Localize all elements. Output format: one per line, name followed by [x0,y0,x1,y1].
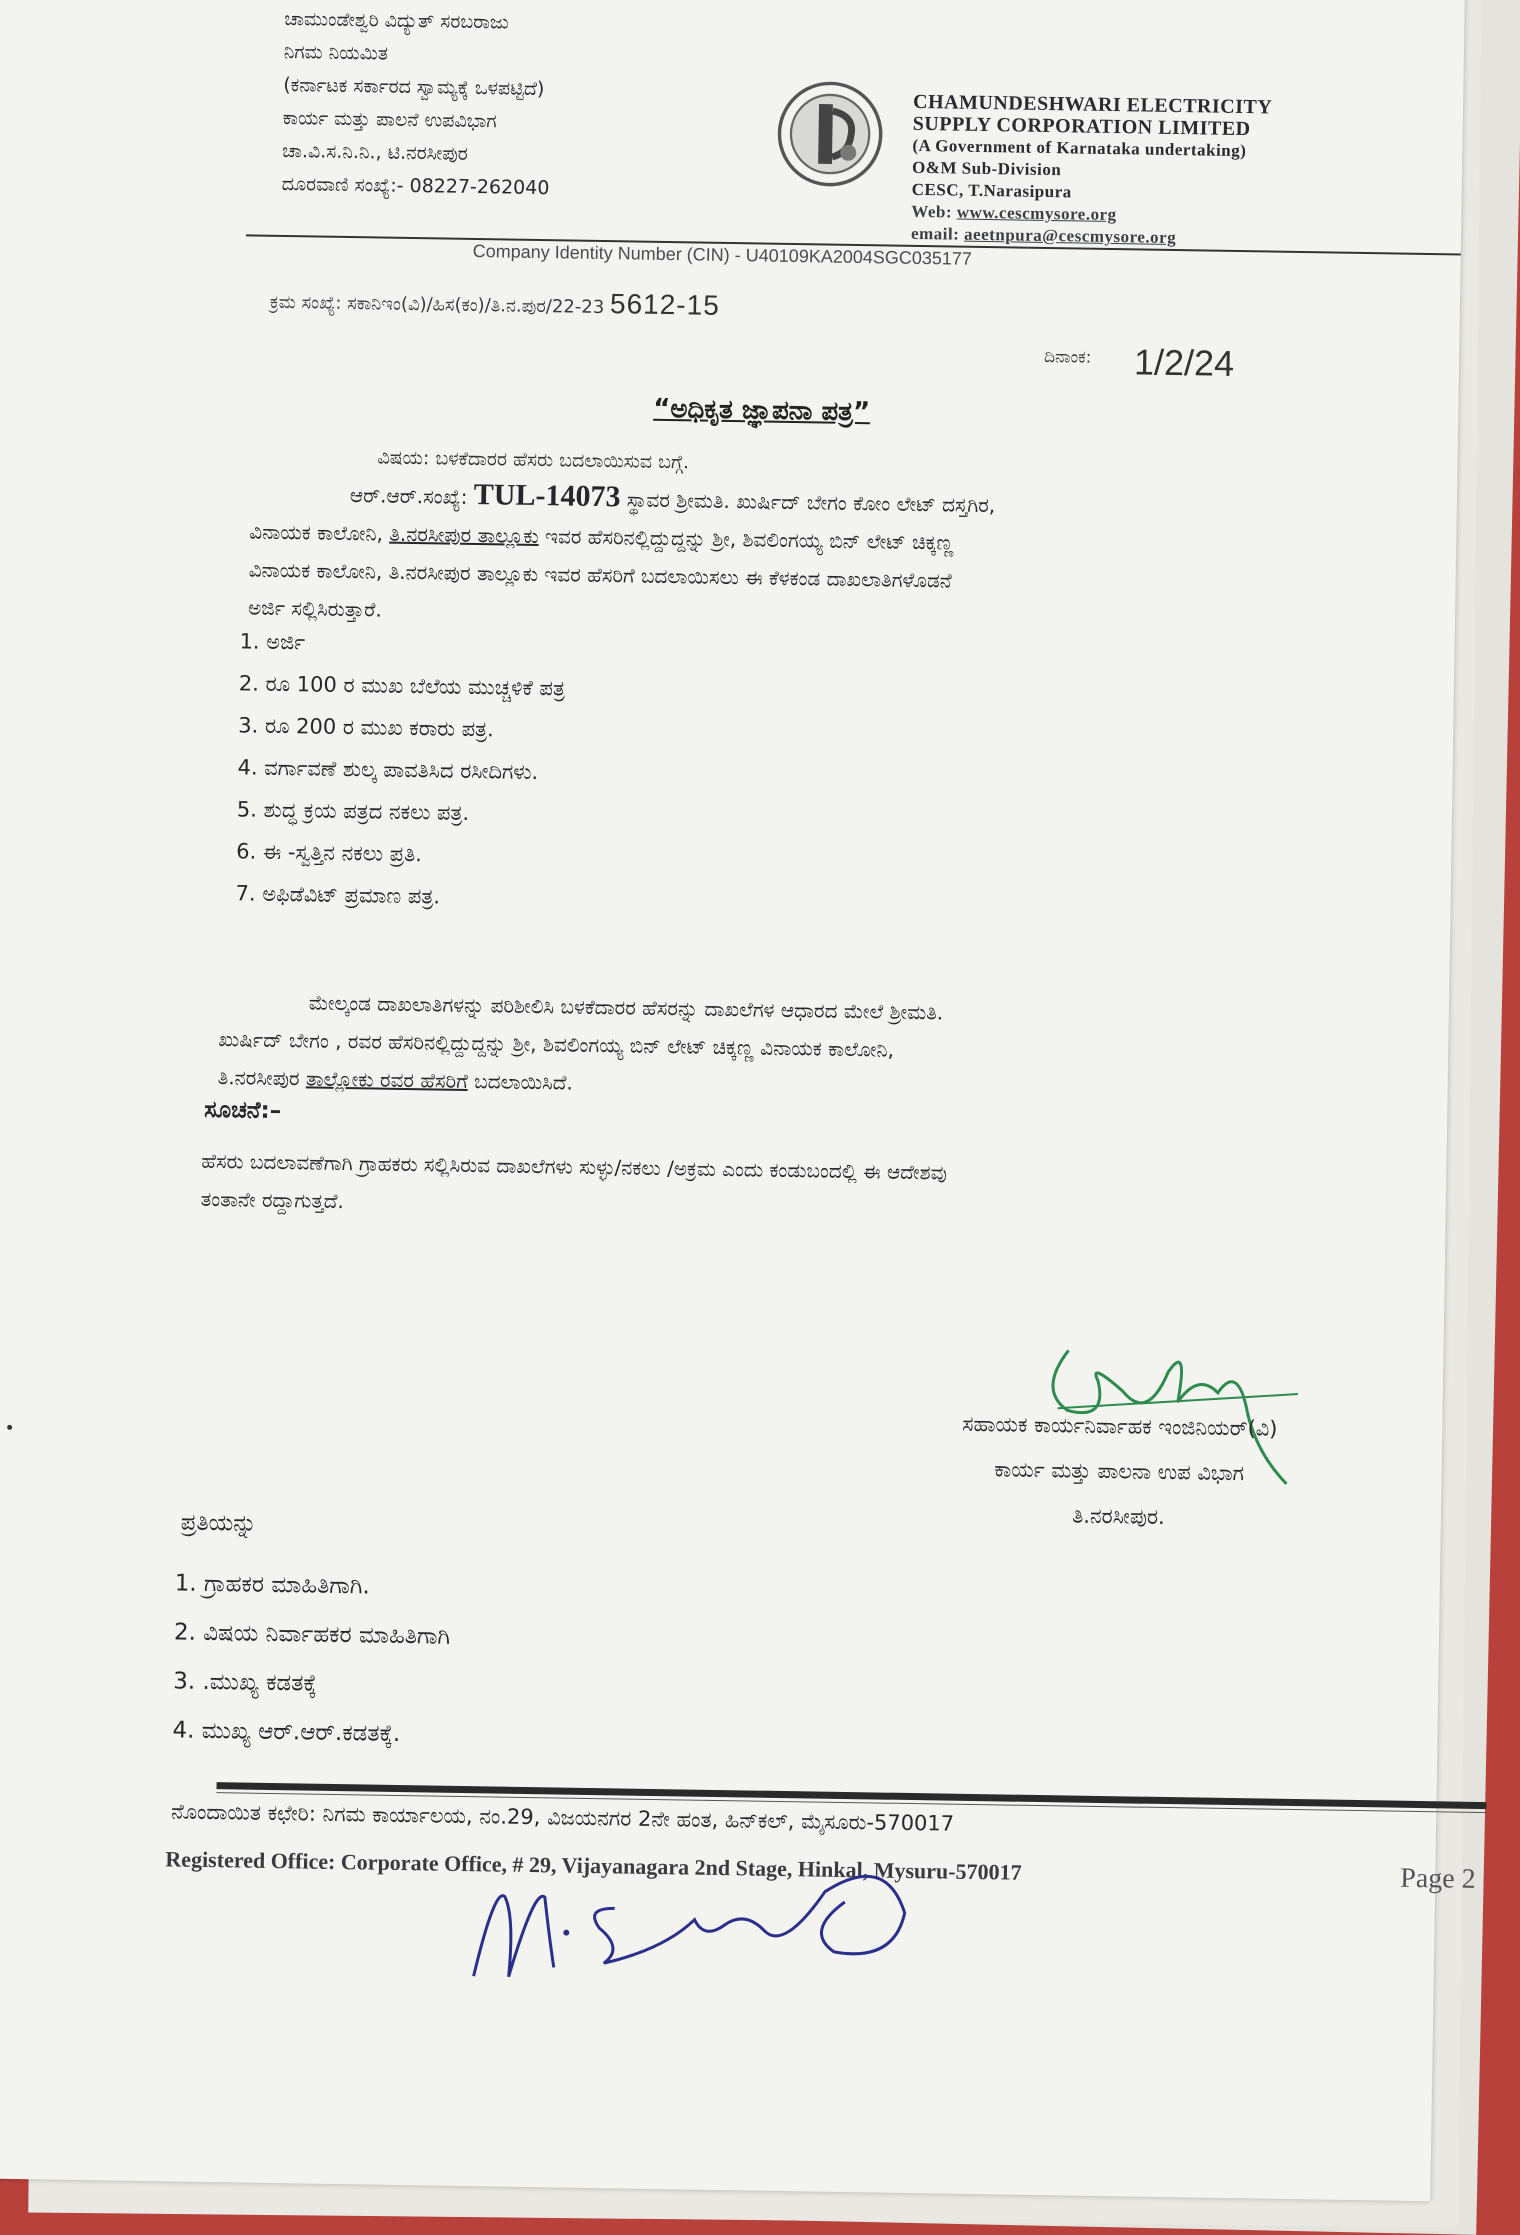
list-item: 4. ಮುಖ್ಯ ಆರ್.ಆರ್.ಕಡತಕ್ಕೆ. [172,1717,401,1747]
handwritten-reference: 5612-15 [609,288,721,321]
conclusion-underlined-text: ತಾಲ್ಲೋಕು ರವರ ಹೆಸರಿಗೆ [305,1066,468,1093]
signatory-line: ತಿ.ನರಸೀಪುರ. [1071,1503,1166,1529]
web-link[interactable]: www.cescmysore.org [956,202,1117,225]
subject-label: ವಿಷಯ: [377,446,430,470]
blue-signature [463,1826,935,1993]
company-subline: CESC, T.Narasipura [911,179,1072,202]
header-english [911,91,1273,251]
intro-line-text: ಸ್ಥಾವರ ಶ್ರೀಮತಿ. ಖುರ್ಷಿದ್ ಬೇಗಂ ಕೋಂ ಲೇಟ್ ದಸ್ತಗಿರ, [626,487,996,518]
list-item: 2. ವಿಷಯ ನಿರ್ವಾಹಕರ ಮಾಹಿತಿಗಾಗಿ [173,1619,451,1650]
conclusion-line-text: ತಿ.ನರಸೀಪುರ [217,1065,300,1091]
date-label: ದಿನಾಂಕ: [1043,346,1092,368]
header-kannada-line: (ಕರ್ನಾಟಕ ಸರ್ಕಾರದ ಸ್ವಾಮ್ಯಕ್ಕೆ ಒಳಪಟ್ಟಿದೆ) [283,73,545,101]
conclusion-line-text: ಬದಲಾಯಿಸಿದೆ. [473,1069,574,1095]
web-label: Web: [911,201,953,222]
header-kannada-line: ಚಾಮುಂಡೇಶ್ವರಿ ವಿದ್ಯುತ್ ಸರಬರಾಜು [284,7,509,34]
intro-line-text: ಇವರ ಹೆಸರಿನಲ್ಲಿದ್ದುದ್ದನ್ನು ಶ್ರೀ, ಶಿವಲಿಂಗಯ್ಯ ಬಿನ್ ಲೇಟ್ ಚಿಕ್ಕಣ್ಣ [544,524,954,555]
subject-text: ಬಳಕೆದಾರರ ಹೆಸರು ಬದಲಾಯಿಸುವ ಬಗ್ಗೆ. [435,447,690,474]
company-subline: (A Government of Karnataka undertaking) [912,135,1247,161]
email-link[interactable]: aeetnpura@cescmysore.org [963,224,1177,247]
intro-underlined-text: ತಿ.ನರಸೀಪುರ ತಾಲ್ಲೂಕು [389,521,539,549]
footer-english: Registered Office: Corporate Office, # 29, Vijayanagara 2nd Stage, Hinkal, Mysuru-570017 [165,1846,1022,1885]
footer-kannada: ನೊಂದಾಯಿತ ಕಛೇರಿ: ನಿಗಮ ಕಾರ್ಯಾಲಯ, ನಂ.29, ವಿಜಯನಗರ 2ನೇ ಹಂತ, ಹಿನ್‌ಕಲ್, ಮೈಸೂರು-570017 [170,1799,955,1836]
page-number: Page 2 [1400,1862,1476,1895]
copies-heading: ಪ್ರತಿಯನ್ನು [180,1509,257,1537]
note-line: ತಂತಾನೇ ರದ್ದಾಗುತ್ತದೆ. [200,1186,345,1214]
copies-list [172,1559,451,1759]
intro-line: ವಿನಾಯಕ ಕಾಲೋನಿ, ತಿ.ನರಸೀಪುರ ತಾಲ್ಲೂಕು ಇವರ ಹೆಸರಿಗೆ ಬದಲಾಯಿಸಲು ಈ ಕೆಳಕಂಡ ದಾಖಲಾತಿಗಳೊಡನೆ [248,557,952,593]
header-kannada-line: ಚಾ.ವಿ.ಸ.ನಿ.ನಿ., ಟಿ.ನರಸೀಪುರ [282,139,468,165]
company-subline: O&M Sub-Division [911,157,1062,180]
header-kannada-line: ದೂರವಾಣಿ ಸಂಖ್ಯೆ:- 08227-262040 [281,172,550,200]
email-label: email: [910,223,960,244]
reference-number: ಸಕಾನಿಇಂ(ವಿ)/ಹಿಸ(ಕಂ)/ತಿ.ನ.ಪುರ/22-23 [347,292,605,319]
company-name-line: SUPPLY CORPORATION LIMITED [912,112,1251,141]
list-item: 6. ಈ -ಸ್ವತ್ತಿನ ನಕಲು ಪ್ರತಿ. [236,839,423,867]
list-item: 5. ಶುದ್ಧ ಕ್ರಯ ಪತ್ರದ ನಕಲು ಪತ್ರ. [236,797,470,825]
documents-list [235,620,566,919]
note-heading: ಸೂಚನೆ:– [203,1096,282,1125]
cesc-logo-icon [772,76,889,193]
rr-label: ಆರ್.ಆರ್.ಸಂಖ್ಯೆ: [349,483,468,509]
company-name-line: CHAMUNDESHWARI ELECTRICITY [912,90,1273,119]
rr-number: TUL-14073 [473,478,621,514]
memo-title: “ಅಧಿಕೃತ ಜ್ಞಾಪನಾ ಪತ್ರ” [653,393,871,428]
ink-dot [7,1425,12,1430]
list-item: 1. ಅರ್ಜಿ [239,629,306,655]
list-item: 4. ವರ್ಗಾವಣೆ ಶುಲ್ಕ ಪಾವತಿಸಿದ ರಸೀದಿಗಳು. [237,755,539,785]
list-item: 7. ಅಫಿಡೆವಿಟ್ ಪ್ರಮಾಣ ಪತ್ರ. [235,881,441,909]
list-item: 3. .ಮುಖ್ಯ ಕಡತಕ್ಕೆ [173,1668,318,1697]
conclusion-line: ಮೇಲ್ಕಂಡ ದಾಖಲಾತಿಗಳನ್ನು ಪರಿಶೀಲಿಸಿ ಬಳಕೆದಾರರ ಹೆಸರನ್ನು ದಾಖಲೆಗಳ ಆಧಾರದ ಮೇಲೆ ಶ್ರೀಮತಿ. [308,990,944,1025]
list-item: 2. ರೂ 100 ರ ಮುಖ ಬೆಲೆಯ ಮುಚ್ಚಳಿಕೆ ಪತ್ರ [238,671,566,701]
signatory-block [961,1402,1278,1542]
subject-line [377,446,689,473]
intro-line-text: ವಿನಾಯಕ ಕಾಲೋನಿ, [249,519,384,546]
header-kannada [281,3,552,205]
conclusion-line: ಖುರ್ಷಿದ್ ಬೇಗಂ , ರವರ ಹೆಸರಿನಲ್ಲಿದ್ದುದ್ದನ್ನು ಶ್ರೀ, ಶಿವಲಿಂಗಯ್ಯ ಬಿನ್ ಲೇಟ್ ಚಿಕ್ಕಣ್ಣ ವಿನಾಯಕ ಕಾಲೋನಿ, [218,1027,895,1062]
handwritten-date: 1/2/24 [1133,341,1235,384]
signatory-line: ಸಹಾಯಕ ಕಾರ್ಯನಿರ್ವಾಹಕ ಇಂಜಿನಿಯರ್(ವಿ) [962,1411,1278,1441]
intro-line: ಅರ್ಜಿ ಸಲ್ಲಿಸಿರುತ್ತಾರೆ. [247,595,383,622]
reference-line [270,283,720,322]
cin-number: Company Identity Number (CIN) - U40109KA2004SGC035177 [472,240,973,269]
signatory-line: ಕಾರ್ಯ ಮತ್ತು ಪಾಲನಾ ಉಪ ವಿಭಾಗ [994,1457,1245,1486]
intro-paragraph [248,472,996,638]
note-paragraph [200,1142,947,1230]
conclusion-paragraph [217,982,943,1107]
header-kannada-line: ನಿಗಮ ನಿಯಮಿತ [283,40,389,65]
list-item: 1. ಗ್ರಾಹಕರ ಮಾಹಿತಿಗಾಗಿ. [174,1570,370,1600]
list-item: 3. ರೂ 200 ರ ಮುಖ ಕರಾರು ಪತ್ರ. [238,713,495,742]
header-kannada-line: ಕಾರ್ಯ ಮತ್ತು ಪಾಲನೆ ಉಪವಿಭಾಗ [282,106,497,133]
note-line: ಹೆಸರು ಬದಲಾವಣೆಗಾಗಿ ಗ್ರಾಹಕರು ಸಲ್ಲಿಸಿರುವ ದಾಖಲೆಗಳು ಸುಳ್ಳು/ನಕಲು /ಅಕ್ರಮ ಎಂದು ಕಂಡುಬಂದಲ್ಲಿ ಈ ಆದೇಶವು [201,1148,948,1185]
reference-label: ಕ್ರಮ ಸಂಖ್ಯೆ: [269,291,342,314]
